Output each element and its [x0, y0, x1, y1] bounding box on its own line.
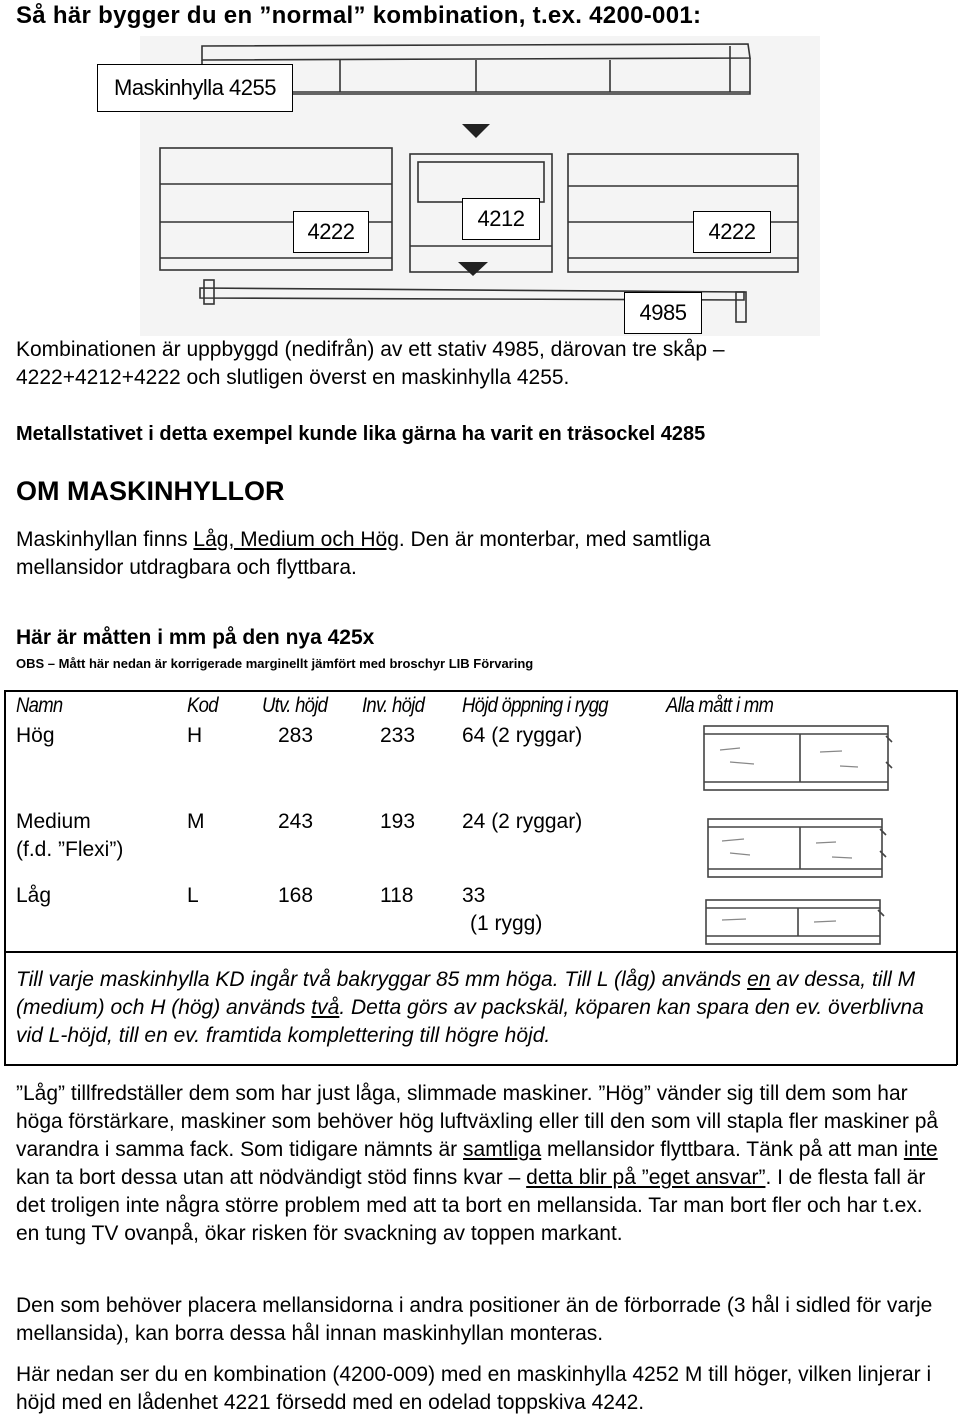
high-shelf-sketch	[700, 722, 896, 796]
table-header-code: Kod	[187, 694, 218, 717]
row-low-name: Låg	[16, 884, 52, 907]
table-header-outer-height: Utv. höjd	[262, 694, 328, 717]
body-paragraph-1	[16, 1080, 951, 1248]
note-text-b: av dessa, till M (medium) och H (hög) används	[16, 968, 916, 1019]
row-high-opening: 64 (2 ryggar)	[462, 724, 583, 747]
label-machine-shelf: Maskinhylla 4255	[97, 64, 293, 112]
page-title: Så här bygger du en ”normal” kombination, t.ex. 4200-001:	[16, 2, 702, 29]
table-left-border	[4, 690, 6, 1065]
row-medium-code: M	[187, 810, 205, 833]
body1-text-3: kan ta bort dessa utan att nödvändigt stöd finns kvar –	[16, 1166, 527, 1189]
body1-underlined-own-risk: detta blir på ”eget ansvar”	[526, 1166, 766, 1189]
body-paragraph-2: Den som behöver placera mellansidorna i andra positioner än de förborrade (3 hål i sidled för varje mellansida), kan borra dessa hål innan maskinhyllan monteras.	[16, 1294, 933, 1345]
row-low-code: L	[187, 884, 199, 907]
body1-underlined-not: inte	[903, 1138, 938, 1161]
note-underlined-one: en	[747, 968, 771, 991]
row-medium-opening: 24 (2 ryggar)	[462, 810, 583, 833]
row-medium-inner: 193	[380, 810, 416, 833]
row-high-name: Hög	[16, 724, 55, 747]
row-medium-name-line2: (f.d. ”Flexi”)	[16, 838, 124, 861]
medium-shelf-sketch	[704, 815, 888, 883]
about-text-line2: mellansidor utdragbara och flyttbara.	[16, 556, 357, 579]
obs-note: OBS – Mått här nedan är korrigerade marginellt jämfört med broschyr LIB Förvaring	[16, 656, 534, 671]
table-header-units: Alla mått i mm	[666, 694, 774, 717]
row-low-opening-line1: 33	[462, 884, 486, 907]
label-cabinet-left: 4222	[293, 211, 369, 253]
note-text-a: Till varje maskinhylla KD ingår två bakryggar 85 mm höga. Till L (låg) används	[16, 968, 748, 991]
table-right-border	[956, 690, 958, 1065]
body-paragraph-3: Här nedan ser du en kombination (4200-009) med en maskinhylla 4252 M till höger, vilken linjerar i höjd med en lådenhet 4221 försedd med en odelad toppskiva 4242.	[16, 1363, 932, 1414]
row-low-inner: 118	[380, 884, 414, 907]
row-medium-name-line1: Medium	[16, 810, 91, 833]
label-cabinet-right: 4222	[693, 211, 771, 253]
about-text-start: Maskinhyllan finns	[16, 528, 194, 551]
intro-paragraph	[16, 336, 946, 392]
measures-heading: Här är måtten i mm på den nya 425x	[16, 626, 375, 649]
about-text-end: . Den är monterbar, med samtliga	[398, 528, 711, 551]
about-paragraph	[16, 526, 946, 582]
row-high-inner: 233	[380, 724, 416, 747]
body1-underlined-all: samtliga	[463, 1138, 542, 1161]
intro-line-2: 4222+4212+4222 och slutligen överst en maskinhylla 4255.	[16, 366, 570, 389]
table-bottom-border	[4, 1064, 957, 1066]
label-cabinet-middle: 4212	[462, 198, 540, 240]
metal-stand-note: Metallstativet i detta exempel kunde lika gärna ha varit en träsockel 4285	[16, 423, 706, 445]
table-header-name: Namn	[16, 694, 63, 717]
note-text-c: . Detta görs av packskäl, köparen kan spara den ev. överblivna vid L-höjd, till en ev. framtida komplettering till högre höjd.	[16, 996, 924, 1047]
intro-line-1: Kombinationen är uppbyggd (nedifrån) av ett stativ 4985, därovan tre skåp –	[16, 338, 725, 361]
row-low-outer: 168	[278, 884, 314, 907]
table-mid-border	[4, 951, 957, 953]
table-header-opening: Höjd öppning i rygg	[462, 694, 608, 717]
row-medium-name	[16, 808, 123, 864]
row-medium-outer: 243	[278, 810, 314, 833]
row-low-opening-line2: (1 rygg)	[470, 912, 543, 935]
low-shelf-sketch	[702, 896, 886, 950]
body1-text-2: mellansidor flyttbara. Tänk på att man	[541, 1138, 904, 1161]
row-high-code: H	[187, 724, 203, 747]
backboard-note	[16, 966, 951, 1050]
row-low-opening	[462, 882, 542, 938]
table-header-inner-height: Inv. höjd	[362, 694, 425, 717]
body1-text-1: ”Låg” tillfredställer dem som har just låga, slimmade maskiner. ”Hög” vänder sig till dem som har höga förstärkare, maskiner som behöver hög luftväxling eller till den som vill stapla fler maskiner på varandra i samma fack. Som tidigare nämnts är	[16, 1082, 939, 1161]
about-sizes-underlined: Låg, Medium och Hög	[193, 528, 399, 551]
note-underlined-two: två	[311, 996, 340, 1019]
row-high-outer: 283	[278, 724, 314, 747]
body1-text-4: . I de flesta fall är det troligen inte några större problem med att ta bort en mellansida. Tar man bort fler och har t.ex. en tung TV ovanpå, ökar risken för svackning av toppen markant.	[16, 1166, 926, 1245]
section-heading-about: OM MASKINHYLLOR	[16, 476, 285, 506]
label-stand: 4985	[624, 292, 702, 334]
